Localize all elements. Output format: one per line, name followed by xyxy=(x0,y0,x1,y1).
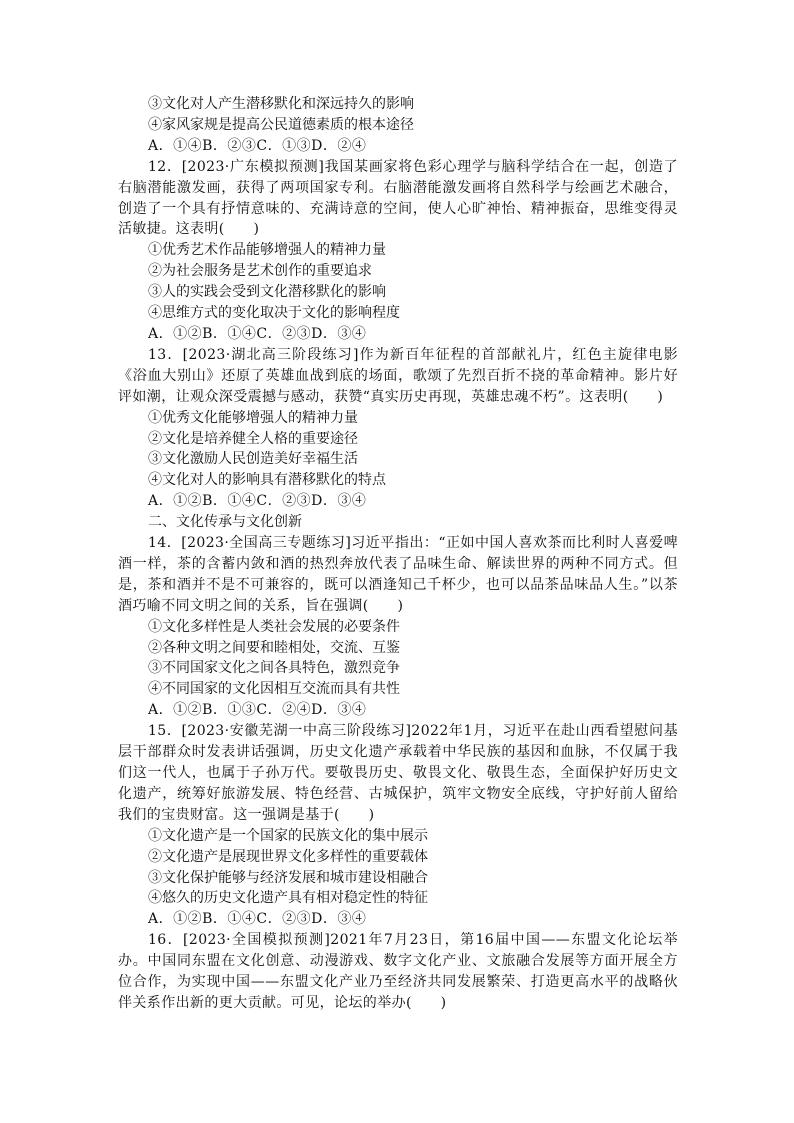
q12-option-3: ③人的实践会受到文化潜移默化的影响 xyxy=(148,284,386,301)
q12-option-4: ④思维方式的变化取决于文化的影响程度 xyxy=(148,305,400,322)
q14-option-3: ③不同国家文化之间各具特色，激烈竞争 xyxy=(148,660,400,677)
q13-answer-choices: A．①②B．①④C．②③D．③④ xyxy=(148,493,367,510)
section-heading: 二、文化传承与文化创新 xyxy=(148,514,302,531)
q16-stem: 16．[2023·全国模拟预测]2021年7月23日，第16届中国——东盟文化论坛举办。中国同东盟在文化创意、动漫游戏、数字文化产业、文旅融合发展等方面开展全方位合作，为实现中国——东盟文化产业乃至经济共同发展繁荣、打造更高水平的战略伙伴关系作出新的更大贡献。可见，论坛的举办( ) xyxy=(118,932,678,1011)
q15-option-2: ②文化遗产是展现世界文化多样性的重要载体 xyxy=(148,848,428,865)
q12-option-1: ①优秀艺术作品能够增强人的精神力量 xyxy=(148,242,386,259)
q13-option-1: ①优秀文化能够增强人的精神力量 xyxy=(148,409,358,426)
q12-answer-choices: A．①②B．①④C．②③D．③④ xyxy=(148,325,367,342)
q15-option-3: ③文化保护能够与经济发展和城市建设相融合 xyxy=(148,869,428,886)
q11-option-4: ④家风家规是提高公民道德素质的根本途径 xyxy=(148,116,414,133)
q13-option-2: ②文化是培养健全人格的重要途径 xyxy=(148,430,358,447)
q15-option-4: ④悠久的历史文化遗产具有相对稳定性的特征 xyxy=(148,890,428,907)
q14-option-4: ④不同国家的文化因相互交流而具有共性 xyxy=(148,681,400,698)
q12-option-2: ②为社会服务是艺术创作的重要追求 xyxy=(148,263,372,280)
q15-option-1: ①文化遗产是一个国家的民族文化的集中展示 xyxy=(148,827,428,844)
q14-option-2: ②各种文明之间要和睦相处，交流、互鉴 xyxy=(148,639,400,656)
q15-answer-choices: A．①②B．①④C．②③D．③④ xyxy=(148,911,367,928)
q15-stem: 15．[2023·安徽芜湖一中高三阶段练习]2022年1月，习近平在赴山西看望慰问基层干部群众时发表讲话强调，历史文化遗产承载着中华民族的基因和血脉，不仅属于我们这一代人，也属于子孙万代。要敬畏历史、敬畏文化、敬畏生态，全面保护好历史文化遗产，统筹好旅游发展、特色经营、古城保护，筑牢文物安全底线，守护好前人留给我们的宝贵财富。这一强调是基于( ) xyxy=(118,723,678,823)
q13-option-4: ④文化对人的影响具有潜移默化的特点 xyxy=(148,472,386,489)
q14-stem: 14．[2023·全国高三专题练习]习近平指出：“正如中国人喜欢茶而比利时人喜爱啤酒一样，茶的含蓄内敛和酒的热烈奔放代表了品味生命、解读世界的两种不同方式。但是，茶和酒并不是不可兼容的，既可以酒逢知己千杯少，也可以品茶品味品人生。”以茶酒巧喻不同文明之间的关系，旨在强调( ) xyxy=(118,535,678,614)
q11-option-3: ③文化对人产生潜移默化和深远持久的影响 xyxy=(148,96,414,112)
q14-option-1: ①文化多样性是人类社会发展的必要条件 xyxy=(148,618,400,635)
q12-stem: 12．[2023·广东模拟预测]我国某画家将色彩心理学与脑科学结合在一起，创造了右脑潜能激发画，获得了两项国家专利。右脑潜能激发画将自然科学与绘画艺术融合，创造了一个具有抒情意味的、充满诗意的空间，使人心旷神怡、精神振奋，思维变得灵活敏捷。这表明( ) xyxy=(118,158,678,238)
q14-answer-choices: A．①②B．①③C．②④D．③④ xyxy=(148,702,367,719)
q13-stem: 13．[2023·湖北高三阶段练习]作为新百年征程的首部献礼片，红色主旋律电影《浴血大别山》还原了英雄血战到底的场面，歌颂了先烈百折不挠的革命精神。影片好评如潮，让观众深受震撼与感动，获赞“真实历史再现，英雄忠魂不朽”。这表明( ) xyxy=(118,346,678,405)
q13-option-3: ③文化激励人民创造美好幸福生活 xyxy=(148,451,358,468)
q11-answer-choices: A．①④B．②③C．①③D．②④ xyxy=(148,137,367,154)
document-page xyxy=(118,94,678,1014)
